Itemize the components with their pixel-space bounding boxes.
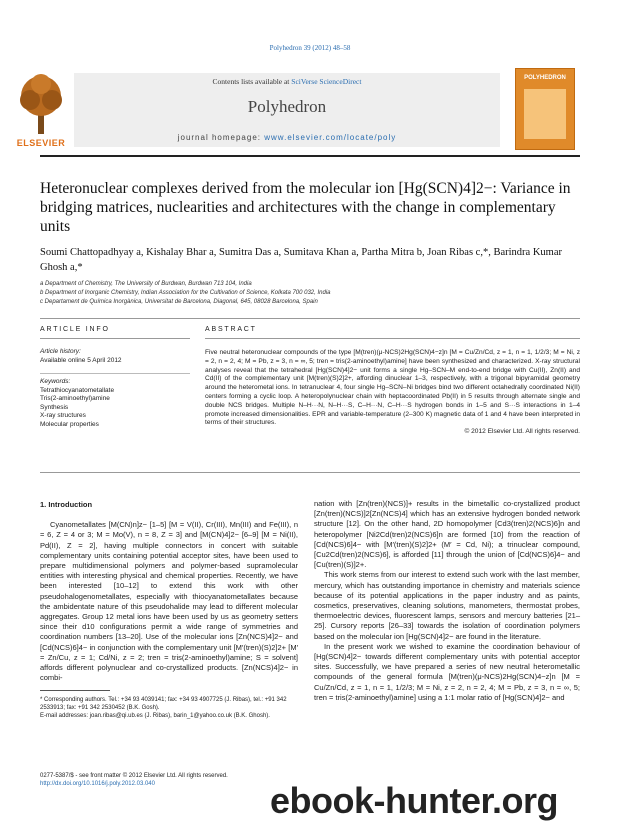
info-divider [40,338,190,339]
keyword: Molecular properties [40,420,99,428]
abstract-divider [205,338,580,339]
body-divider [40,472,580,473]
affiliation-c: c Departament de Química Inorgànica, Universitat de Barcelona, Diagonal, 645, 08028 Barcelona, Spain [40,299,318,305]
keyword: Tris(2-aminoethyl)amine [40,395,110,402]
journal-name: Polyhedron [247,97,327,116]
article-authors: Soumi Chattopadhyay a, Kishalay Bhar a, Sumitra Das a, Sumitava Khan a, Partha Mitra b, Joan Ribas c,*, Barindra Kumar Ghosh a,* [40,247,562,273]
email-note: E-mail addresses: joan.ribas@qi.ub.es (J. Ribas), barin_1@yahoo.co.uk (B.K. Ghosh). [40,713,270,719]
copyright: © 2012 Elsevier Ltd. All rights reserved. [464,428,580,436]
keyword: Tetrathiocyanatometallate [40,386,115,394]
tree-icon [10,70,72,138]
history-label: Article history: [40,348,81,355]
affiliations [40,280,585,307]
history-value: Available online 5 April 2012 [40,356,122,364]
paragraph: In the present work we wished to examine the coordination behaviour of [Hg(SCN)4]2− towards different complementary units with potential acceptor sites. Successfully, we have prepared a series of new neutral heterometallic compounds of the general formula [M(tren)(μ-NCS)2Hg(SCN)4−z]n [M = Cu/Zn/Cd, z = 1, n = 1, 1/2/3; M = Ni, z = 2, n = 2, 4; M = Pb, z = 3, n = ∞, 5; tren = tris(2-aminoethyl)amine] using a 1:1 molar ratio of [Hg(SCN)4]2− and [314,641,580,702]
keyword: Synthesis [40,403,69,411]
section-divider [40,318,580,319]
affiliation-b: b Department of Inorganic Chemistry, Indian Association for the Cultivation of Science, Kolkata 700 032, India [40,290,331,296]
right-column [314,499,580,703]
paragraph: nation with [Zn(tren)(NCS)]+ results in the bimetallic co-crystallized product [Zn(tren)(NCS)]2[Zn(NCS)4] which has an extensive hydrogen bonded network structure [12]. On the other hand, 2D homopolymer [Cd3(tren)2(NCS)6]n and heteropolymer [Ni2Cd(tren)2(NCS)6]n are formed [10] from the reaction of [Cd(NCS)6]4− with [M′(tren)(S)2]2+ (M′ = Cd, Ni); a trinuclear compound, [Cu2Cd(tren)2(NCS)6], is afforded [11] through the union of [Cd(NCS)6]4− and [Cu(tren)(S)]2+. [314,499,580,570]
article-meta-footer [40,772,298,788]
intro-heading: 1. Introduction [40,500,93,509]
paragraph: This work stems from our interest to extend such work with the last member, mercury, which has outstanding importance in chemistry and materials science because of its potential applications in the paper industry and as paints, cosmetics, preservatives, cleaning solutions, manometers, thermostat probes, thermoelectric devices, fluorescent lamps, sensors and mercury batteries [21–25]. Cursory reports [26–33] towards the isolation of coordination polymers based on the molecular ion [Hg(SCN)4]2− are found in the literature. [314,570,580,641]
journal-homepage [74,133,500,142]
watermark: ebook-hunter.org [270,780,558,821]
homepage-link[interactable]: www.elsevier.com/locate/poly [264,133,397,142]
cover-illustration [524,89,566,139]
corresponding-author-note: * Corresponding authors. Tel.: +34 93 4039141; fax: +34 93 4907725 (J. Ribas), tel.: +91 342 2533913; fax: +91 342 2530452 (B.K. Gosh). [40,697,287,711]
info-separator [40,373,190,374]
contents-line [74,77,500,86]
sciencedirect-link[interactable]: SciVerse ScienceDirect [291,77,362,86]
issn-line: 0277-5387/$ - see front matter © 2012 Elsevier Ltd. All rights reserved. [40,773,228,779]
article-info-heading: ARTICLE INFO [40,326,110,333]
left-column [40,500,298,683]
contents-text: Contents lists available at [212,77,290,86]
journal-cover-image [515,68,575,150]
publisher-name: ELSEVIER [16,138,66,148]
journal-reference[interactable]: Polyhedron 39 (2012) 48–58 [269,44,351,52]
article-info [40,348,190,429]
article-title: Heteronuclear complexes derived from the molecular ion [Hg(SCN)4]2−: Variance in bridging matrices, nuclearities and architectures with the change in complementary units [40,180,571,235]
doi-link[interactable]: http://dx.doi.org/10.1016/j.poly.2012.03.040 [40,781,155,787]
paragraph: Cyanometallates [M(CN)n]z− [1–5] [M = V(II), Cr(III), Mn(III) and Fe(III), n = 6, Z = 4 or 3; M = Mo(V), n = 8, Z = 3] and [M(CN)4]2− [6–9] [M = Ni(II), Pd(II), Z = 2], having multiple connectors in concert with suitable complementary units containing potential acceptor sites, have been used to prepare multidimensional polymers and polymer-based supramolecular entities with interesting physical and chemical properties. Recently, we have been interested [10–12] to extend this work with other pseudohalogenometallates, especially with thiocyanatometallates because the ambidentate nature of this pseudohalide may lead to different molecular aggregates. Group 12 metal ions have been used by us as geometry setters since their d10 configurations permit a wide range of symmetries and coordination numbers [13–20]. Use of the molecular ions [Zn(NCS)4]2− and [Cd(NCS)6]4− in conjunction with the complementary unit [M′(tren)(S)2]2+ [M′ = Zn/Cu, z = 1; Cd/Ni, z = 2; tren = tris(2-aminoethyl)amine; S = solvent] affords different polynuclear and co-crystallized products. [Zn(NCS)4]2− in combi- [40,520,298,683]
homepage-label: journal homepage: [177,133,265,142]
abstract-body [205,349,580,437]
abstract-heading: ABSTRACT [205,326,257,333]
abstract-text: Five neutral heteronuclear compounds of the type [M(tren)(μ-NCS)2Hg(SCN)4−z]n [M = Cu/Zn/Cd, z = 1, n = 1, 1/2/3; M = Ni, z = 2, n = 2, 4; M = Pb, z = 3, n = ∞, 5; tren = tris(2-aminoethyl)amine] have been synthesized and characterized. X-ray structural analyses reveal that the tetrahedral [Hg(SCN)4]2− unit forms a single Hg–SCN–M end-to-end bridge with Cu(II), Zn(II) and Cd(II) of the complementary unit [M(tren)(S)2]2+, affording dinuclear 1–3, respectively, with a trigonal bipyramidal geometry around the heterometal ions. In tetranuclear 4, four single Hg–SCN–Ni bridges bind two different octahedrally coordinated Ni(II) centers forming a cyclic loop. A heteropolynuclear chain with heptacoordinated Pb(II) in 5 results through alternate single and double NCS bridges. Multiple N–H···N, N–H···S, C–H···N, C–H···S hydrogen bonds in 1–5 and S···S interactions in 1–4 promote increased dimensionalities. EPR and variable-temperature (2–300 K) magnetic data of 1 and 4 have been interpreted in terms of their structures. [205,349,580,427]
footnote-rule [40,690,110,691]
keywords-label: Keywords: [40,378,71,385]
footnotes [40,696,298,720]
affiliation-a: a Department of Chemistry, The University of Burdwan, Burdwan 713 104, India [40,281,252,287]
cover-title: POLYHEDRON [524,75,566,81]
keyword: X-ray structures [40,412,86,419]
elsevier-logo [10,70,72,150]
header-divider [40,155,580,157]
